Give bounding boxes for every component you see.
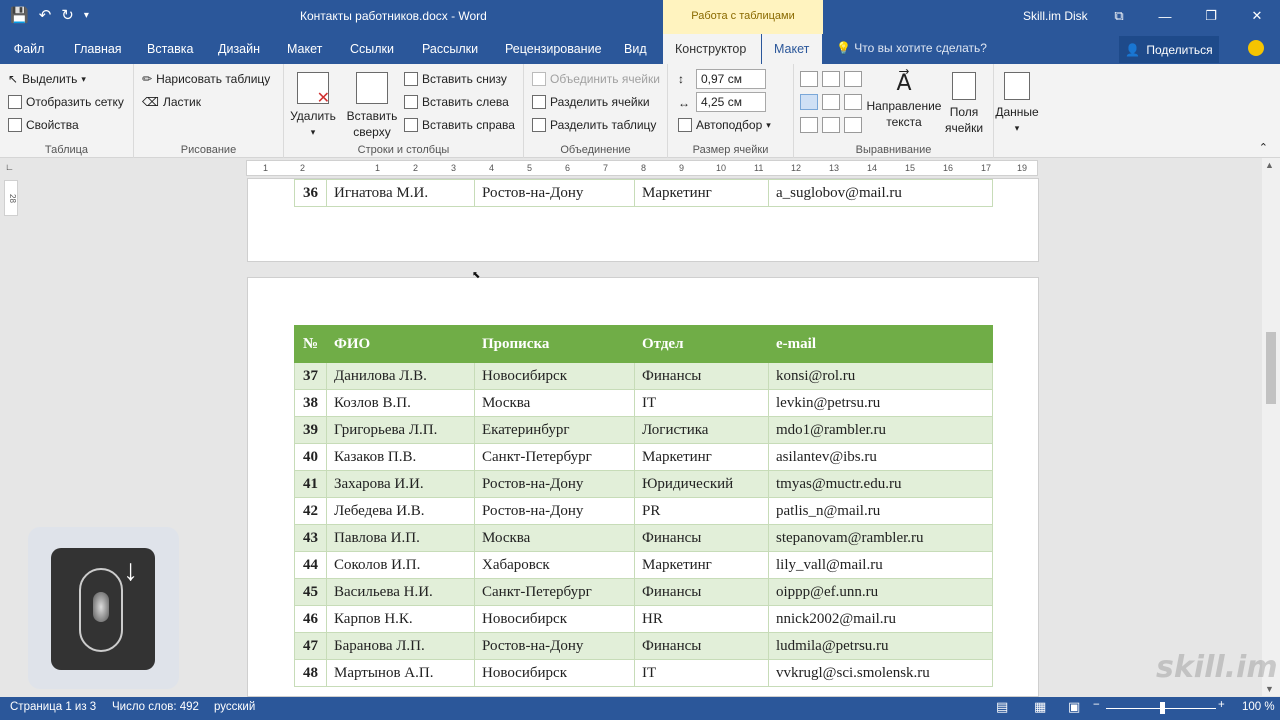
row-height-input[interactable]: 0,97 см — [696, 69, 766, 89]
insert-below-button[interactable]: Вставить снизу — [404, 72, 507, 86]
merge-cells-icon — [532, 72, 546, 86]
align-top-center-icon[interactable] — [822, 71, 840, 87]
column-width-input[interactable]: 4,25 см — [696, 92, 766, 112]
autofit-icon — [678, 118, 692, 132]
language[interactable]: русский — [214, 701, 256, 713]
tab-insert[interactable]: Вставка — [147, 42, 194, 56]
table-tools-context-header: Работа с таблицами — [663, 0, 823, 34]
share-label: Поделиться — [1146, 42, 1213, 57]
scroll-up-icon[interactable]: ▲ — [1265, 160, 1274, 170]
group-label-alignment: Выравнивание — [855, 144, 932, 156]
data-button[interactable]: Данные ▾ — [994, 72, 1040, 136]
zoom-level[interactable]: 100 % — [1242, 701, 1275, 713]
align-center-icon[interactable] — [822, 94, 840, 110]
print-layout-icon[interactable]: ▦ — [1034, 699, 1047, 714]
skill-disk-label[interactable]: Skill.im Disk — [1023, 9, 1088, 23]
group-alignment — [794, 64, 994, 158]
tab-references[interactable]: Ссылки — [350, 42, 395, 56]
group-merge — [524, 64, 668, 158]
table-row[interactable]: 48 Мартынов А.П. Новосибирск IT vvkrugl@sci.smolensk.ru — [295, 660, 993, 687]
table-row[interactable]: 42 Лебедева И.В. Ростов-на-Дону PR patlis_n@mail.ru — [295, 498, 993, 525]
split-table-button[interactable]: Разделить таблицу — [532, 118, 656, 132]
vertical-ruler[interactable]: 28 — [4, 180, 18, 216]
page-2 — [247, 277, 1039, 697]
align-center-right-icon[interactable] — [844, 94, 862, 110]
header-dept: Отдел — [635, 326, 769, 363]
dropdown-icon: ▾ — [310, 127, 316, 137]
ribbon-display-options-icon[interactable]: ⧉ — [1114, 8, 1124, 23]
mouse-icon — [51, 548, 155, 670]
group-table — [0, 64, 134, 158]
table-row[interactable]: 36 Игнатова М.И. Ростов-на-Дону Маркетинг a_suglobov@mail.ru — [295, 180, 993, 207]
tell-me-search[interactable] — [836, 41, 987, 55]
tab-table-design[interactable]: Конструктор — [663, 34, 761, 64]
tab-table-layout[interactable]: Макет — [762, 34, 822, 65]
page-1 — [247, 178, 1039, 262]
document-title: Контакты работников.docx - Word — [300, 9, 487, 23]
align-bottom-right-icon[interactable] — [844, 117, 862, 133]
split-cells-icon — [532, 95, 546, 109]
web-layout-icon[interactable]: ▣ — [1068, 699, 1081, 714]
tab-layout[interactable]: Макет — [287, 42, 323, 56]
insert-right-icon — [404, 118, 418, 132]
align-top-right-icon[interactable] — [844, 71, 862, 87]
title-bar — [0, 0, 1280, 34]
group-rows-columns — [284, 64, 524, 158]
table-row[interactable]: 39 Григорьева Л.П. Екатеринбург Логистика mdo1@rambler.ru — [295, 417, 993, 444]
dropdown-icon: ▾ — [1014, 123, 1020, 133]
scroll-thumb[interactable] — [1266, 332, 1276, 404]
properties-button[interactable]: Свойства — [8, 118, 79, 132]
mouse-scroll-overlay — [28, 527, 179, 689]
group-data — [994, 64, 1040, 158]
mouse-cursor-icon: ⬉ — [472, 270, 481, 281]
table-row[interactable]: 40 Казаков П.В. Санкт-Петербург Маркетинг asilantev@ibs.ru — [295, 444, 993, 471]
word-count[interactable]: Число слов: 492 — [112, 701, 199, 713]
contacts-table — [294, 325, 993, 687]
autofit-button[interactable]: Автоподбор ▾ — [678, 118, 771, 132]
dropdown-icon: ▾ — [766, 119, 771, 130]
scroll-down-icon[interactable]: ▼ — [1265, 684, 1274, 694]
table-row[interactable]: 38 Козлов В.П. Москва IT levkin@petrsu.ru — [295, 390, 993, 417]
header-city: Прописка — [475, 326, 635, 363]
group-draw — [134, 64, 284, 158]
minimize-button[interactable]: — — [1158, 8, 1172, 24]
table-row[interactable]: 44 Соколов И.П. Хабаровск Маркетинг lily_vall@mail.ru — [295, 552, 993, 579]
dropdown-icon: ▾ — [81, 73, 86, 84]
mouse-body-icon — [79, 568, 123, 652]
scroll-down-arrow-icon: ↓ — [123, 554, 138, 587]
grid-icon — [8, 95, 22, 109]
redo-icon[interactable]: ↻ — [61, 7, 74, 24]
ribbon-tabs — [0, 34, 1280, 64]
table-row[interactable]: 37 Данилова Л.В. Новосибирск Финансы konsi@rol.ru — [295, 363, 993, 390]
align-center-left-icon[interactable] — [800, 94, 818, 110]
insert-left-icon — [404, 95, 418, 109]
select-button[interactable]: ↖ Выделить ▾ — [8, 72, 86, 86]
close-button[interactable]: ✕ — [1251, 8, 1263, 23]
draw-table-button[interactable]: ✏ Нарисовать таблицу — [142, 72, 271, 86]
select-arrow-icon: ↖ — [8, 72, 19, 86]
header-num: № — [295, 326, 327, 363]
ribbon — [0, 64, 1280, 158]
delete-button[interactable]: ✕ Удалить ▾ — [290, 72, 336, 140]
quick-access-toolbar — [10, 6, 89, 26]
data-icon — [1004, 72, 1030, 100]
text-direction-icon: A⃗ — [896, 70, 912, 95]
insert-above-icon — [356, 72, 388, 104]
status-bar — [0, 697, 1280, 720]
text-direction-button[interactable]: A⃗ Направление текста — [866, 70, 942, 129]
tell-me-text: Что вы хотите сделать? — [854, 41, 987, 55]
person-icon: 👤 — [1125, 42, 1141, 57]
tab-review[interactable]: Рецензирование — [505, 42, 602, 56]
tab-file[interactable]: Файл — [0, 34, 58, 64]
group-label-cell-size: Размер ячейки — [692, 144, 769, 156]
contacts-table-part1 — [294, 179, 993, 207]
table-row[interactable]: 47 Баранова Л.П. Ростов-на-Дону Финансы ludmila@petrsu.ru — [295, 633, 993, 660]
insert-above-button[interactable]: Вставить сверху — [346, 72, 398, 140]
page-count[interactable]: Страница 1 из 3 — [10, 701, 97, 713]
insert-left-button[interactable]: Вставить слева — [404, 95, 509, 109]
horizontal-ruler[interactable]: 1 2 1 2 3 4 5 6 7 8 9 10 11 12 13 14 15 16 17 19 — [246, 160, 1038, 176]
cell-margins-button[interactable]: Поля ячейки — [942, 72, 986, 136]
group-label-table: Таблица — [44, 144, 89, 156]
eraser-icon: ⌫ — [142, 95, 159, 109]
table-row[interactable]: 41 Захарова И.И. Ростов-на-Дону Юридический tmyas@muctr.edu.ru — [295, 471, 993, 498]
zoom-slider-knob[interactable] — [1160, 702, 1165, 714]
split-table-icon — [532, 118, 546, 132]
tab-home[interactable]: Главная — [74, 42, 122, 56]
watermark-logo: skill.im — [1156, 650, 1278, 685]
zoom-in-icon[interactable]: + — [1218, 699, 1225, 711]
customize-qat-icon[interactable]: ▾ — [83, 10, 89, 21]
eraser-button[interactable]: ⌫ Ластик — [142, 95, 201, 109]
insert-below-icon — [404, 72, 418, 86]
tab-design[interactable]: Дизайн — [218, 42, 261, 56]
merge-cells-button[interactable]: Объединить ячейки — [532, 72, 660, 86]
undo-icon[interactable]: ↶ — [38, 7, 52, 24]
group-label-rows-columns: Строки и столбцы — [357, 144, 450, 156]
header-email: e-mail — [769, 326, 993, 363]
cell-margins-icon — [952, 72, 976, 100]
vertical-scrollbar[interactable] — [1262, 158, 1280, 696]
read-mode-icon[interactable]: ▤ — [996, 699, 1009, 714]
align-top-left-icon[interactable] — [800, 71, 818, 87]
feedback-smiley-icon[interactable] — [1248, 40, 1264, 56]
insert-right-button[interactable]: Вставить справа — [404, 118, 515, 132]
align-bottom-left-icon[interactable] — [800, 117, 818, 133]
lightbulb-icon: 💡 — [836, 41, 851, 55]
mouse-wheel-icon — [93, 592, 109, 622]
group-label-draw: Рисование — [180, 144, 237, 156]
save-icon[interactable]: 💾 — [10, 7, 29, 24]
group-label-merge: Объединение — [560, 144, 631, 156]
tab-view[interactable]: Вид — [624, 42, 647, 56]
header-name: ФИО — [327, 326, 475, 363]
restore-button[interactable]: ❐ — [1205, 8, 1217, 23]
properties-icon — [8, 118, 22, 132]
column-width-icon: ↔ — [678, 96, 690, 110]
align-bottom-center-icon[interactable] — [822, 117, 840, 133]
row-height-icon: ↕ — [678, 72, 684, 86]
table-row[interactable]: 43 Павлова И.П. Москва Финансы stepanovam@rambler.ru — [295, 525, 993, 552]
zoom-out-icon[interactable]: − — [1093, 699, 1100, 711]
table-header-row[interactable] — [295, 326, 993, 363]
view-gridlines-button[interactable]: Отобразить сетку — [8, 95, 124, 109]
tab-selector-icon[interactable]: ∟ — [5, 162, 14, 172]
group-cell-size — [668, 64, 794, 158]
tab-mailings[interactable]: Рассылки — [422, 42, 479, 56]
table-row[interactable]: 45 Васильева Н.И. Санкт-Петербург Финансы oippp@ef.unn.ru — [295, 579, 993, 606]
delete-table-icon: ✕ — [297, 72, 329, 104]
pencil-icon: ✏ — [142, 72, 153, 86]
collapse-ribbon-icon[interactable]: ⌃ — [1258, 142, 1268, 154]
share-button[interactable] — [1119, 36, 1219, 63]
table-row[interactable]: 46 Карпов Н.К. Новосибирск HR nnick2002@mail.ru — [295, 606, 993, 633]
split-cells-button[interactable]: Разделить ячейки — [532, 95, 650, 109]
